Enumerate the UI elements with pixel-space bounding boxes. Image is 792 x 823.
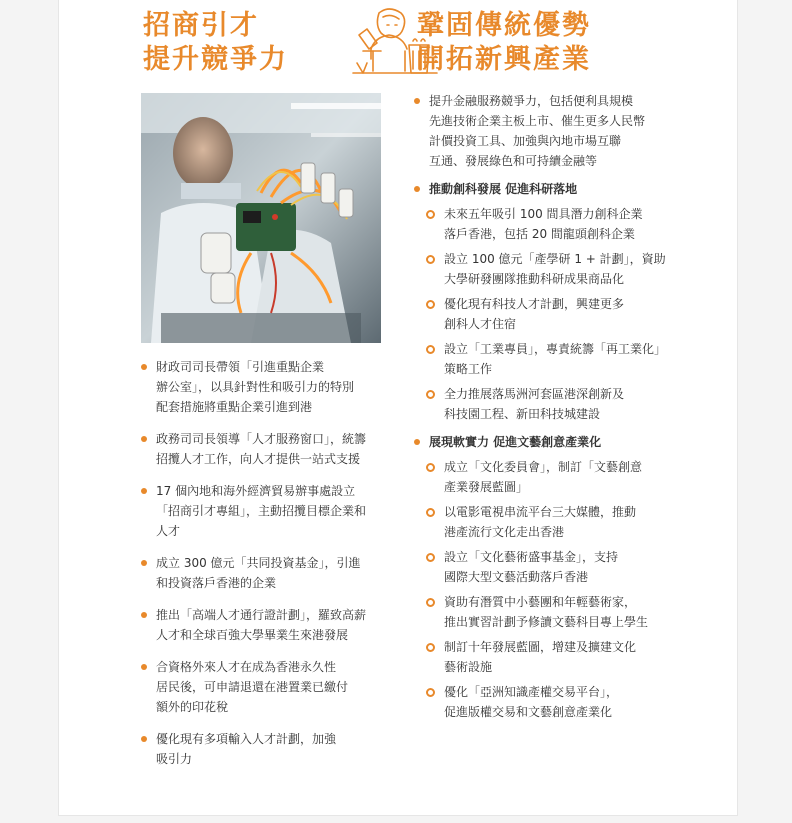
list-item: 優化「亞洲知識產權交易平台」， 促進版權交易和文藝創意產業化 — [414, 682, 674, 722]
list-item: 設立 100 億元「產學研 1 + 計劃」，資助 大學研發團隊推動科研成果商品化 — [414, 249, 674, 289]
right-heading-line: 鞏固傳統優勢 — [417, 10, 591, 41]
bullet-dot-icon — [414, 439, 420, 445]
document-page — [58, 0, 738, 816]
list-item: 優化現有科技人才計劃，興建更多 創科人才住宿 — [414, 294, 674, 334]
list-item: 未來五年吸引 100 間具潛力創科企業 落戶香港，包括 20 間龍頭創科企業 — [414, 204, 674, 244]
right-heading-line: 開拓新興產業 — [417, 44, 591, 75]
ring-bullet-icon — [426, 508, 435, 517]
list-item: 17 個內地和海外經濟貿易辦事處設立 「招商引才專組」，主動招攬目標企業和 人才 — [141, 481, 385, 541]
section-culture — [414, 432, 674, 722]
bullet-dot-icon — [414, 186, 420, 192]
ring-bullet-icon — [426, 255, 435, 264]
left-bullet-list — [141, 357, 385, 781]
ring-bullet-icon — [426, 553, 435, 562]
bullet-dot-icon — [141, 488, 147, 494]
ring-bullet-icon — [426, 688, 435, 697]
bullet-dot-icon — [141, 664, 147, 670]
list-item: 提升金融服務競爭力，包括便利具規模 先進技術企業主板上市、催生更多人民幣 計價投資工具、加強與內地市場互聯 互通、發展綠色和可持續金融等 — [414, 91, 674, 171]
ring-bullet-icon — [426, 463, 435, 472]
list-item: 政務司司長領導「人才服務窗口」，統籌 招攬人才工作，向人才提供一站式支援 — [141, 429, 385, 469]
sub-list — [414, 204, 674, 424]
left-heading-line: 提升競爭力 — [143, 44, 288, 75]
sub-list — [414, 457, 674, 722]
section-title: 展現軟實力 促進文藝創意產業化 — [414, 432, 674, 452]
list-item: 優化現有多項輸入人才計劃，加強 吸引力 — [141, 729, 385, 769]
right-bullet-list — [414, 91, 674, 730]
bullet-dot-icon — [141, 364, 147, 370]
ring-bullet-icon — [426, 210, 435, 219]
list-item: 推出「高端人才通行證計劃」，羅致高薪 人才和全球百強大學畢業生來港發展 — [141, 605, 385, 645]
list-item: 財政司司長帶領「引進重點企業 辦公室」，以具針對性和吸引力的特別 配套措施將重點企業引進到港 — [141, 357, 385, 417]
list-item: 設立「文化藝術盛事基金」，支持 國際大型文藝活動落戶香港 — [414, 547, 674, 587]
robot-hand-photo — [141, 93, 381, 343]
left-heading-line: 招商引才 — [143, 10, 259, 41]
list-item: 成立 300 億元「共同投資基金」，引進 和投資落戶香港的企業 — [141, 553, 385, 593]
list-item: 成立「文化委員會」，制訂「文藝創意 產業發展藍圖」 — [414, 457, 674, 497]
left-heading — [143, 9, 288, 77]
ring-bullet-icon — [426, 643, 435, 652]
bullet-dot-icon — [141, 612, 147, 618]
list-item: 資助有潛質中小藝團和年輕藝術家， 推出實習計劃予修讀文藝科目專上學生 — [414, 592, 674, 632]
ring-bullet-icon — [426, 300, 435, 309]
right-heading — [417, 9, 591, 77]
bullet-dot-icon — [141, 560, 147, 566]
list-item: 合資格外來人才在成為香港永久性 居民後，可申請退還在港置業已繳付 額外的印花稅 — [141, 657, 385, 717]
bullet-dot-icon — [141, 736, 147, 742]
list-item: 以電影電視串流平台三大媒體，推動 港產流行文化走出香港 — [414, 502, 674, 542]
bullet-dot-icon — [141, 436, 147, 442]
ring-bullet-icon — [426, 390, 435, 399]
list-item: 制訂十年發展藍圖，增建及擴建文化 藝術設施 — [414, 637, 674, 677]
list-item: 設立「工業專員」，專責統籌「再工業化」 策略工作 — [414, 339, 674, 379]
ring-bullet-icon — [426, 345, 435, 354]
section-title: 推動創科發展 促進科研落地 — [414, 179, 674, 199]
list-item: 全力推展落馬洲河套區港深創新及 科技園工程、新田科技城建設 — [414, 384, 674, 424]
section-innovation — [414, 179, 674, 424]
ring-bullet-icon — [426, 598, 435, 607]
bullet-dot-icon — [414, 98, 420, 104]
